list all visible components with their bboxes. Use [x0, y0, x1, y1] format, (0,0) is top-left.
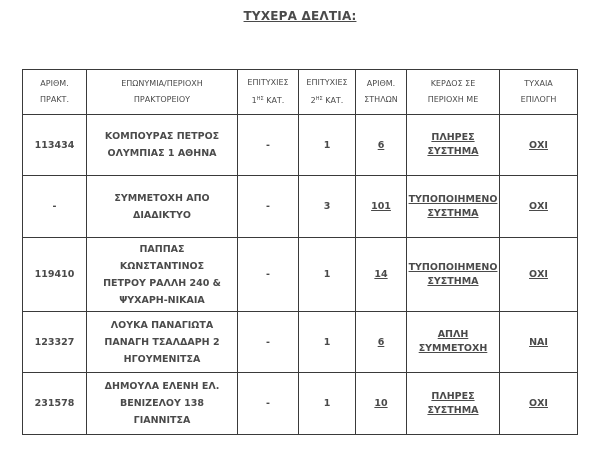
name-line: ΚΩΝΣΤΑΝΤΙΝΟΣ — [119, 260, 205, 272]
header-columns-count — [356, 70, 407, 115]
random-link[interactable]: ΟΧΙ — [529, 398, 548, 409]
agency-name-cell — [87, 115, 238, 176]
header-text: ΕΠΙΤΥΧΙΕΣ — [306, 78, 348, 87]
header-agency-no — [23, 70, 87, 115]
header-superscript: ΗΣ — [315, 96, 323, 102]
profit-cell — [407, 312, 500, 373]
header-text: ΠΡΑΚΤΟΡΕΙΟΥ — [133, 95, 191, 104]
header-text: ΕΠΩΝΥΜΙΑ/ΠΕΡΙΟΧΗ — [121, 79, 203, 88]
winning-tickets-table — [22, 69, 578, 435]
random-cell — [500, 373, 578, 435]
agency-no-cell: - — [23, 176, 87, 238]
header-text: ΚΕΡΔΟΣ ΣΕ — [430, 79, 476, 88]
header-text: ΑΡΙΘΜ. — [366, 79, 396, 88]
name-line: ΠΑΝΑΓΗ ΤΣΑΛΔΑΡΗ 2 — [104, 336, 220, 348]
columns-link[interactable]: 14 — [374, 269, 388, 280]
agency-name-cell — [87, 373, 238, 435]
header-text: ΕΠΙΛΟΓΗ — [520, 95, 557, 104]
wins-cat1-cell: - — [238, 373, 299, 435]
random-cell — [500, 312, 578, 373]
header-text: ΚΑΤ. — [266, 96, 285, 105]
profit-link[interactable]: ΣΥΣΤΗΜΑ — [427, 275, 479, 287]
header-random-pick — [500, 70, 578, 115]
wins-cat1-cell: - — [238, 238, 299, 312]
table-row — [23, 176, 578, 238]
columns-link[interactable]: 6 — [377, 336, 385, 348]
columns-cell — [356, 115, 407, 176]
name-line: ΛΟΥΚΑ ΠΑΝΑΓΙΩΤΑ — [110, 319, 214, 331]
name-line: ΔΙΑΔΙΚΤΥΟ — [133, 209, 191, 221]
table-row — [23, 238, 578, 312]
header-text: ΑΡΙΘΜ. — [40, 79, 69, 88]
wins-cat2-cell: 1 — [299, 238, 356, 312]
profit-link[interactable]: ΑΠΛΗ — [437, 329, 469, 340]
header-text: ΚΑΤ. — [325, 96, 344, 105]
columns-cell — [356, 373, 407, 435]
agency-name-cell — [87, 176, 238, 238]
table-header-row — [23, 70, 578, 115]
random-link[interactable]: ΟΧΙ — [529, 139, 548, 151]
agency-no-cell: 123327 — [23, 312, 87, 373]
name-line: ΒΕΝΙΖΕΛΟΥ 138 — [119, 398, 205, 409]
profit-cell — [407, 373, 500, 435]
header-profit-with — [407, 70, 500, 115]
profit-link[interactable]: ΤΥΠΟΠΟΙΗΜΕΝΟ — [408, 193, 498, 205]
random-cell — [500, 238, 578, 312]
profit-link[interactable]: ΣΥΜΜΕΤΟΧΗ — [418, 343, 488, 354]
header-text: 1 — [251, 96, 257, 105]
profit-link[interactable]: ΤΥΠΟΠΟΙΗΜΕΝΟ — [408, 261, 498, 273]
name-line: ΓΙΑΝΝΙΤΣΑ — [133, 415, 191, 426]
agency-no-cell: 231578 — [23, 373, 87, 435]
random-link[interactable]: ΝΑΙ — [529, 336, 548, 348]
header-text: ΕΠΙΤΥΧΙΕΣ — [247, 78, 289, 87]
columns-link[interactable]: 101 — [371, 201, 391, 212]
columns-cell — [356, 176, 407, 238]
table-row — [23, 312, 578, 373]
header-text: ΠΡΑΚΤ. — [40, 95, 69, 104]
wins-cat1-cell: - — [238, 115, 299, 176]
header-text: ΣΤΗΛΩΝ — [364, 95, 398, 104]
header-wins-cat2 — [299, 70, 356, 115]
header-text: 2 — [310, 96, 316, 105]
wins-cat2-cell: 3 — [299, 176, 356, 238]
page-title: ΤΥΧΕΡΑ ΔΕΛΤΙΑ: — [243, 9, 357, 23]
header-superscript: ΗΣ — [256, 96, 264, 102]
profit-link[interactable]: ΣΥΣΤΗΜΑ — [427, 207, 479, 219]
agency-no-cell: 119410 — [23, 238, 87, 312]
wins-cat2-cell: 1 — [299, 373, 356, 435]
agency-no-cell: 113434 — [23, 115, 87, 176]
name-line: ΟΛΥΜΠΙΑΣ 1 ΑΘΗΝΑ — [107, 148, 217, 159]
table-row — [23, 115, 578, 176]
name-line: ΔΗΜΟΥΛΑ ΕΛΕΝΗ ΕΛ. — [104, 381, 220, 392]
profit-cell — [407, 238, 500, 312]
name-line: ΨΥΧΑΡΗ-ΝΙΚΑΙΑ — [119, 294, 205, 306]
columns-cell — [356, 238, 407, 312]
wins-cat1-cell: - — [238, 176, 299, 238]
name-line: ΠΕΤΡΟΥ ΡΑΛΛΗ 240 & — [103, 277, 221, 289]
random-link[interactable]: ΟΧΙ — [529, 269, 548, 280]
profit-cell — [407, 176, 500, 238]
random-cell — [500, 115, 578, 176]
profit-cell — [407, 115, 500, 176]
profit-link[interactable]: ΠΛΗΡΕΣ ΣΥΣΤΗΜΑ — [427, 390, 479, 416]
agency-name-cell — [87, 238, 238, 312]
wins-cat1-cell: - — [238, 312, 299, 373]
header-text: ΤΥΧΑΙΑ — [524, 79, 553, 88]
name-line: ΚΟΜΠΟΥΡΑΣ ΠΕΤΡΟΣ — [104, 131, 220, 142]
columns-link[interactable]: 6 — [377, 139, 385, 151]
random-cell — [500, 176, 578, 238]
wins-cat2-cell: 1 — [299, 115, 356, 176]
random-link[interactable]: ΟΧΙ — [529, 201, 548, 212]
name-line: ΗΓΟΥΜΕΝΙΤΣΑ — [123, 353, 201, 365]
agency-name-cell — [87, 312, 238, 373]
header-wins-cat1 — [238, 70, 299, 115]
header-text: ΠΕΡΙΟΧΗ ΜΕ — [427, 95, 479, 104]
wins-cat2-cell: 1 — [299, 312, 356, 373]
name-line: ΠΑΠΠΑΣ — [139, 243, 185, 255]
profit-link[interactable]: ΠΛΗΡΕΣ ΣΥΣΤΗΜΑ — [427, 132, 479, 157]
table-row — [23, 373, 578, 435]
columns-link[interactable]: 10 — [374, 398, 388, 409]
name-line: ΣΥΜΜΕΤΟΧΗ ΑΠΟ — [114, 192, 210, 204]
columns-cell — [356, 312, 407, 373]
header-agency-name — [87, 70, 238, 115]
